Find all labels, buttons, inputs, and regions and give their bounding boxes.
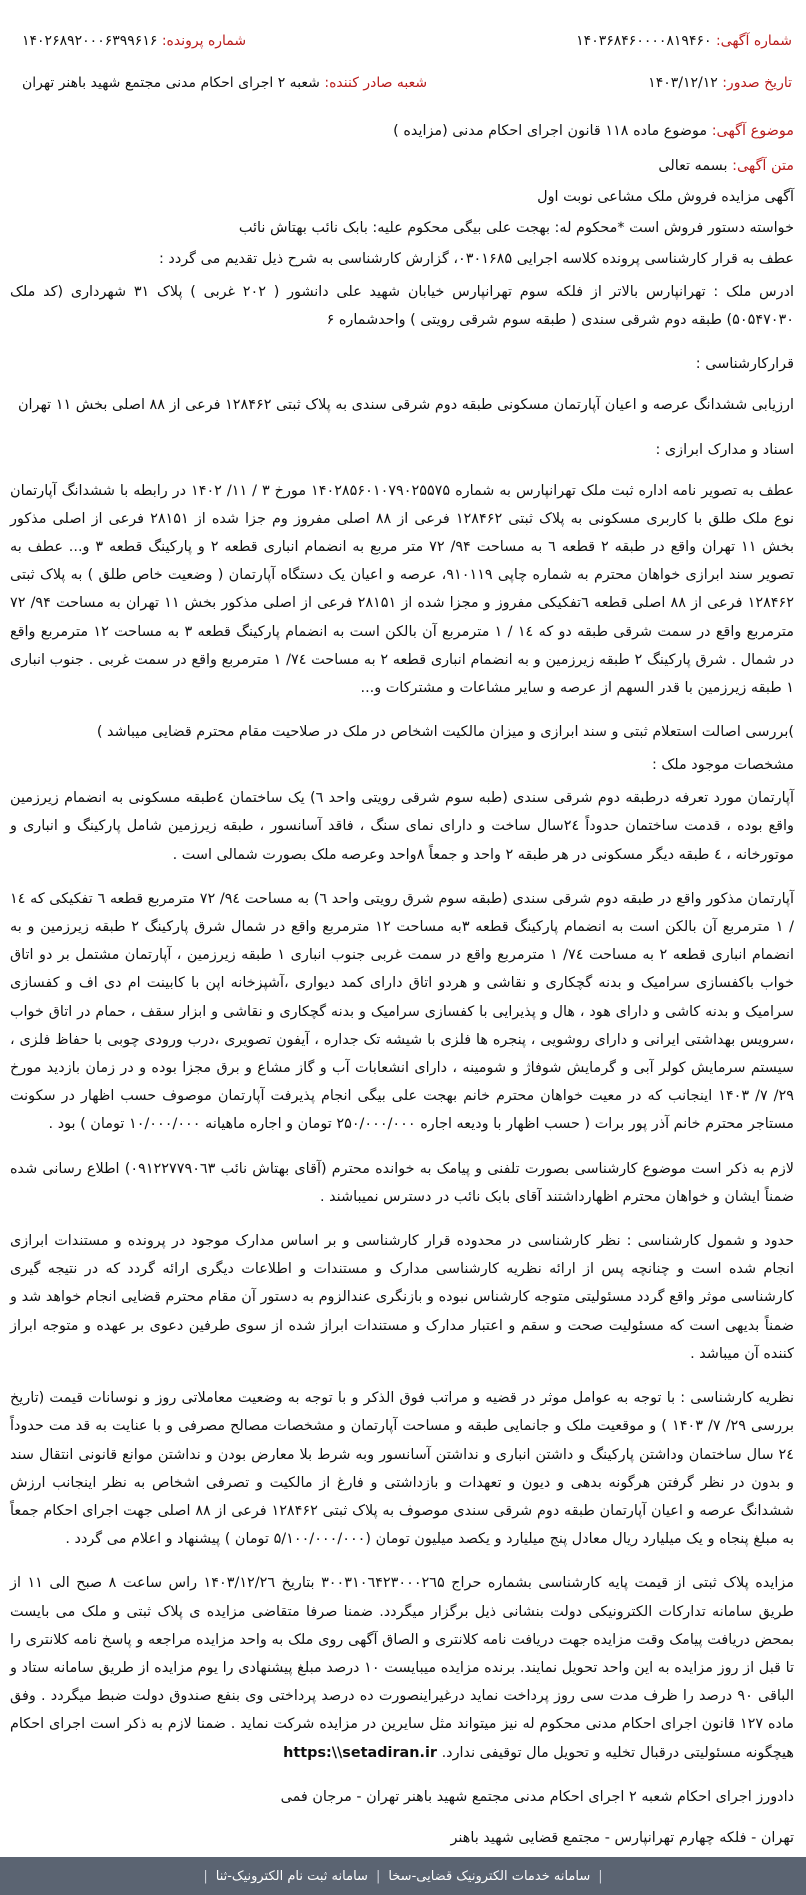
expert-order-paragraph: ارزیابی ششدانگ عرصه و اعیان آپارتمان مسکونی طبقه دوم شرقی سندی به پلاک ثبتی ۱۲۸۴۶۲ فرعی از ۸۸ اصلی بخش ۱۱ تهران bbox=[17, 397, 794, 414]
auction-paragraph bbox=[10, 1569, 794, 1766]
specs-paragraph-1: آپارتمان مورد تعرفه درطبقه دوم شرقی سندی (طبه سوم شرقی رویتی واحد ٦) یک ساختمان ٤طبقه مسکونی به انضمام زیرزمین واقع بوده ، قدمت ساختمان حدوداً ۲٤سال ساخت و دارای نمای سنگ ، فاقد آسانسور ، طبقه زیرزمین شامل پارکینگ و انباری و موتورخانه ، ٤ طبقه دیگر مسکونی در هر طبقه ۲ واحد و جمعاً ۸واحد وعرصه ملک بصورت شمالی است . bbox=[10, 790, 794, 863]
notice-title: آگهی مزایده فروش ملک مشاعی نوبت اول bbox=[537, 189, 794, 205]
signature-line: دادورز اجرای احکام شعبه ۲ اجرای احکام مدنی مجتمع شهید باهنر تهران - مرجان فمی bbox=[280, 1788, 794, 1805]
address-paragraph: ادرس ملک : تهرانپارس بالاتر از فلکه سوم تهرانپارس خیابان شهید علی دانشور ( ۲۰۲ غربی ) پلاک ۳۱ شهرداری (کد ملک ۵۰۵۴۷۰۳۰) طبقه دوم شرقی سندی ( طبقه سوم شرقی رویتی ) واحدشماره ۶ bbox=[10, 284, 794, 329]
issue-date-value: ۱۴۰۳/۱۲/۱۲ bbox=[648, 75, 718, 91]
subject-line bbox=[10, 117, 794, 146]
verification-line: )بررسی اصالت استعلام ثبتی و سند ابرازی و میزان مالکیت اشخاص در ملک در صلاحیت مقام محترم قضایی میباشد ) bbox=[96, 724, 794, 741]
footer-separator: | bbox=[598, 1868, 603, 1884]
footer-bar bbox=[0, 1857, 806, 1895]
specs-paragraph-2: آپارتمان مذکور واقع در طبقه دوم شرقی سندی (طبقه سوم شرق رویتی واحد ٦) به مساحت ۹٤/ ۷۲ مترمربع قطعه ٦ تفکیکی که ۱٤ / ۱ مترمربع آن بالکن است به انضمام پارکینگ قطعه ۳به مساحت ۱۲ مترمربع واقع در شمال شرق پارکینگ ۲ طبقه زیرزمین و به انضمام انباری قطعه ۲ به مساحت ۷٤/ ۱ مترمربع واقع در سمت غربی جنوب انباری ۱ طبقه زیرزمین ، آپارتمان مشتمل بر دو اتاق خواب باکفسازی سرامیک و بدنه گچکاری و نقاشی و هردو اتاق دارای کمد دیواری ،آشپزخانه اپن با کابینت ام دی اف و کفسازی سرامیک و بدنه کاشی و دارای هود ، هال و پذیرایی با کفسازی سرامیک و بدنه گچکاری و نقاشی و ابزار سقف ، حمام در اتاق خواب ،سرویس بهداشتی ایرانی و دارای روشویی ، پنجره ها فلزی با شیشه تک جداره ، آیفون تصویری ،درب ورودی چوبی با حفاظ فلزی ، سیستم سرمایش کولر آبی و گرمایش شوفاژ و شومینه ، دارای انشعابات آب و گاز مشاع و برق مجزا بوده و در زمان بازدید مورخ ۲۹/ ۷/ ۱۴۰۳ اینجانب که در معیت خواهان محترم خانم بهجت علی بیگی انجام پذیرفت آپارتمان موصوف حسب اظهار در سکونت مستاجر محترم خانم آذر پور برات ( حسب اظهار با ودیعه اجاره ۲۵۰/۰۰۰/۰۰۰ تومان و اجاره ماهیانه ۱۰/۰۰۰/۰۰۰ تومان ) بود . bbox=[10, 890, 794, 1133]
reference-line: عطف به قرار کارشناسی پرونده کلاسه اجرایی ۰۳۰۱۶۸۵، گزارش کارشناسی به شرح ذیل تقدیم می گردد : bbox=[158, 251, 794, 267]
body-label: متن آگهی: bbox=[732, 158, 794, 174]
issuer-label: شعبه صادر کننده: bbox=[324, 75, 428, 91]
scope-paragraph: حدود و شمول کارشناسی : نظر کارشناسی در محدوده قرار کارشناسی و بر اساس مدارک موجود در پرونده و مستندات ابرازی انجام شده است و چنانچه پس از ارائه نظریه کارشناسی مدارک و مستندات و اطلاعات دیگری ارائه گردد که در نتیجه گیری کارشناسی موثر واقع گردد مسئولیتی متوجه کارشناس نبوده و بازنگری عندالزوم به دستور آن مقام محترم قضایی انجام خواهد شد و ضمناً بدیهی است که مسئولیت صحت و سقم و اعتبار مدارک و مستندات ابراز شده از سوی طرفین دعوی بر عهده و متوجه ابراز کننده آن میباشد . bbox=[10, 1233, 794, 1362]
header-row-1 bbox=[10, 0, 794, 49]
ad-number-value: ۱۴۰۳۶۸۴۶۰۰۰۰۸۱۹۴۶۰ bbox=[576, 33, 712, 49]
header-row-2 bbox=[10, 67, 794, 103]
specs-title: مشخصات موجود ملک : bbox=[651, 757, 794, 774]
issuer bbox=[22, 75, 427, 91]
location-line: تهران - فلکه چهارم تهرانپارس - مجتمع قضایی شهید باهنر bbox=[450, 1829, 794, 1846]
footer-separator: | bbox=[375, 1868, 381, 1884]
footer-link-sana[interactable]: سامانه ثبت نام الکترونیک-ثنا bbox=[215, 1868, 368, 1884]
case-number-value: ۱۴۰۲۶۸۹۲۰۰۰۶۳۹۹۶۱۶ bbox=[22, 33, 158, 49]
auction-text: مزایده پلاک ثبتی از قیمت پایه کارشناسی بشماره حراج ۳۰۰۳۱۰٦۴۲۳۰۰۰۲٦۵ بتاریخ ۱۴۰۳/۱۲/۲٦ راس ساعت ۸ صبح الی ۱۱ از طریق سامانه تدارکات الکترونیکی دولت بنشانی ذیل برگزار میگردد. ضمنا صرفا متقاضی مزایده ی پلاک ثبتی و ملک می بایست بمحض دریافت پیامک وقت مزایده جهت دریافت نامه کلانتری و الصاق آگهی روی ملک به واحد مزایده مراجعه و پاسخ نامه کلانتری را تا قبل از روز مزایده به این واحد تحویل نمایند. برنده مزایده میبایست ۱۰ درصد مبلغ پیشنهادی را یوم مزایده از طریق سامانه ستاد و الباقی ۹۰ درصد را ظرف مدت سی روز پرداخت نماید درغیراینصورت ده درصد پرداختی وی بنفع صندوق دولت ضبط میگردد . وفق ماده ۱۲۷ قانون اجرای احکام مدنی محکوم له نیز میتواند مثل سایرین در مزایده شرکت نماید . ضمنا لازم به ذکر است اجرای احکام هیچگونه مسئولیتی درقبال تخلیه و تحویل مال توقیفی ندارد. bbox=[10, 1575, 795, 1761]
issue-date-label: تاریخ صدور: bbox=[722, 75, 792, 91]
ad-number bbox=[576, 33, 792, 49]
footer-link-sakha[interactable]: سامانه خدمات الکترونیک قضایی-سخا bbox=[388, 1868, 591, 1884]
ad-number-label: شماره آگهی: bbox=[715, 33, 792, 49]
issue-date bbox=[648, 75, 792, 91]
setadiran-link[interactable]: https:\\setadiran.ir bbox=[283, 1744, 438, 1761]
case-number-label: شماره پرونده: bbox=[161, 33, 247, 49]
body-intro-line bbox=[10, 152, 794, 181]
opinion-paragraph: نظریه کارشناسی : با توجه به عوامل موثر در قضیه و مراتب فوق الذکر و با توجه به وضعیت معاملاتی روز و نوسانات قیمت (تاریخ بررسی ۲۹/ ۷/ ۱۴۰۳ ) و موقعیت ملک و جانمایی طبقه و مساحت آپارتمان و مشخصات مصالح مصرفی و با عنایت به قد مت حدوداً ۲٤ سال ساختمان وداشتن پارکینگ و داشتن انباری و نداشتن آسانسور وبه شرط بلا معارض بودن و نداشتن موانع قانونی انتقال سند و بدون در نظر گرفتن هرگونه بدهی و دیون و تعهدات و بازداشتی و فارغ از مالکیت و تصرفی اشخاص به نظر اینجانب ارزش ششدانگ عرصه و اعیان آپارتمان طبقه دوم شرقی سندی موصوف به پلاک ثبتی ۱۲۸۴۶۲ فرعی از ۸۸ اصلی جهت اجرای احکام جمعاً به مبلغ پنجاه و یک میلیارد ریال معادل پنج میلیارد و یکصد میلیون تومان (۵/۱۰۰/۰۰۰/۰۰۰ تومان ) پیشنهاد و اعلام می گردد . bbox=[10, 1390, 794, 1548]
expert-order-title: قرارکارشناسی : bbox=[695, 356, 794, 373]
footer-separator: | bbox=[203, 1868, 208, 1884]
body-intro-value: بسمه تعالی bbox=[658, 158, 728, 174]
subject-value: موضوع ماده ۱۱۸ قانون اجرای احکام مدنی (مزایده ) bbox=[393, 123, 708, 139]
subject-label: موضوع آگهی: bbox=[711, 123, 794, 139]
case-number bbox=[22, 33, 246, 49]
docs-title: اسناد و مدارک ابرازی : bbox=[655, 441, 794, 458]
docs-paragraph: عطف به تصویر نامه اداره ثبت ملک تهرانپارس به شماره ۱۴۰۲۸۵۶۰۱۰۷۹۰۲۵۵۷۵ مورخ ۳ / ۱۱/ ۱۴۰۲ در رابطه با ششدانگ آپارتمان نوع ملک طلق با کاربری مسکونی به پلاک ثبتی ۱۲۸۴۶۲ فرعی از ۸۸ اصلی مفروز وم جزا شده از ۲۸۱۵۱ فرعی از اصلی مذکور بخش ۱۱ تهران واقع در طبقه ۲ قطعه ٦ به مساحت ۹۴/ ۷۲ متر مربع به انضمام انباری قطعه ۲ و پارکینگ قطعه ۳ و... عطف به تصویر سند ابرازی خواهان محترم به شماره چاپی ۹۱۰۱۱۹، عرصه و اعیان یک دستگاه آپارتمان ( وضعیت خاص طلق ) به پلاک ثبتی ۱۲۸۴۶۲ فرعی از ۸۸ اصلی قطعه ٦تفکیکی مفروز و مجزا شده از ۲۸۱۵۱ فرعی از اصلی مذکور بخش ۱۱ تهران به مساحت ۹۴/ ۷۲ مترمربع واقع در سمت شرقی طبقه دو که ۱٤ / ۱ مترمربع آن بالکن است به انضمام پارکینگ قطعه ۳ به مساحت ۱۲ مترمربع واقع در شمال . شرق پارکینگ ۲ طبقه زیرزمین و به انضمام انباری قطعه ۲ به مساحت ۷٤/ ۱ مترمربع واقع در سمت غربی . جنوب انباری ۱ طبقه زیرزمین با قدر السهم از عرصه و سایر مشاعات و مشترکات و... bbox=[10, 482, 795, 697]
parties-line: خواسته دستور فروش است *محکوم له: بهجت علی بیگی محکوم علیه: بابک نائب بهتاش نائب bbox=[238, 220, 794, 236]
notice-paragraph: لازم به ذکر است موضوع کارشناسی بصورت تلفنی و پیامک به خوانده محترم (آقای بهتاش نائب ۰۹۱۲۲۷۷۹۰٦۳) اطلاع رسانی شده ضمناً ایشان و خواهان محترم اظهارداشتند آقای بابک نائب در دسترس نمیباشند . bbox=[10, 1160, 794, 1205]
notice-content bbox=[10, 0, 794, 1853]
issuer-value: شعبه ۲ اجرای احکام مدنی مجتمع شهید باهنر تهران bbox=[22, 75, 320, 91]
